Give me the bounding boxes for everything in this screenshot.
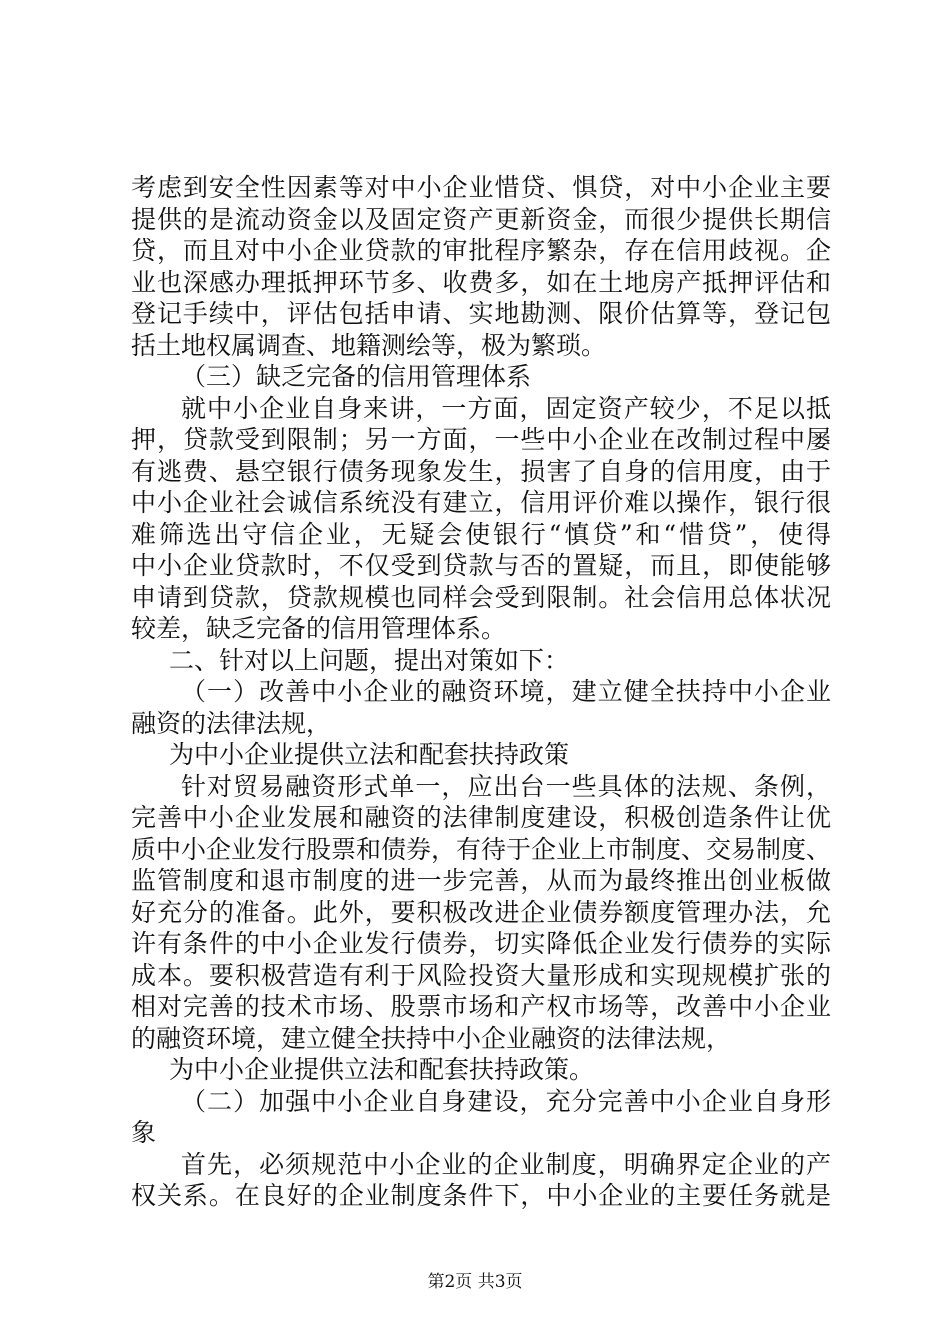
section-heading: 融资的法律法规，: [131, 708, 332, 738]
text-line: 成本。要积极营造有利于风险投资大量形成和实现规模扩张的: [131, 960, 831, 990]
text-line: 提供的是流动资金以及固定资产更新资金，而很少提供长期信: [131, 204, 831, 234]
text-line: 中小企业社会诚信系统没有建立，信用评价难以操作，银行很: [131, 488, 831, 517]
section-heading: （二）加强中小企业自身建设，充分完善中小企业自身形: [181, 1086, 831, 1116]
section-heading: 象: [131, 1118, 157, 1147]
text-line: 贷，而且对中小企业贷款的审批程序繁杂，存在信用歧视。企: [131, 236, 831, 265]
text-line: 考虑到安全性因素等对中小企业惜贷、惧贷，对中小企业主要: [131, 173, 831, 202]
text-line: 完善中小企业发展和融资的法律制度建设，积极创造条件让优: [131, 803, 831, 832]
section-heading: （三）缺乏完备的信用管理体系: [181, 362, 532, 391]
text-line: 难筛选出守信企业，无疑会使银行“慎贷”和“惜贷”，使得: [131, 519, 831, 549]
text-line: 为中小企业提供立法和配套扶持政策。: [169, 1055, 595, 1084]
text-line: 针对贸易融资形式单一，应出台一些具体的法规、条例，: [181, 771, 831, 801]
text-line: 括土地权属调查、地籍测绘等，极为繁琐。: [131, 330, 607, 360]
text-line: 押，贷款受到限制；另一方面，一些中小企业在改制过程中屡: [131, 425, 831, 454]
text-line: 质中小企业发行股票和债券，有待于企业上市制度、交易制度、: [131, 834, 832, 864]
text-line: 监管制度和退市制度的进一步完善，从而为最终推出创业板做: [131, 866, 831, 895]
text-line: 有逃费、悬空银行债务现象发生，损害了自身的信用度，由于: [131, 456, 831, 486]
text-line: 较差，缺乏完备的信用管理体系。: [131, 614, 507, 643]
section-heading: 为中小企业提供立法和配套扶持政策: [169, 740, 570, 769]
text-line: 许有条件的中小企业发行债券，切实降低企业发行债券的实际: [131, 929, 831, 958]
text-line: 相对完善的技术市场、股票市场和产权市场等，改善中小企业: [131, 992, 831, 1021]
text-line: 好充分的准备。此外，要积极改进企业债券额度管理办法，允: [131, 897, 831, 927]
text-line: 的融资环境，建立健全扶持中小企业融资的法律法规，: [131, 1023, 732, 1053]
text-line: 申请到贷款，贷款规模也同样会受到限制。社会信用总体状况: [131, 582, 831, 612]
text-line: 就中小企业自身来讲，一方面，固定资产较少，不足以抵: [181, 393, 831, 423]
section-heading: 二、针对以上问题，提出对策如下：: [169, 645, 570, 675]
text-line: 业也深感办理抵押环节多、收费多，如在土地房产抵押评估和: [131, 267, 831, 297]
page-number-footer: 第2页 共3页: [427, 1272, 523, 1292]
text-line: 登记手续中，评估包括申请、实地勘测、限价估算等，登记包: [131, 299, 831, 328]
text-line: 权关系。在良好的企业制度条件下，中小企业的主要任务就是: [131, 1181, 831, 1210]
document-body: [131, 172, 831, 1212]
text-line: 中小企业贷款时，不仅受到贷款与否的置疑，而且，即使能够: [131, 551, 831, 580]
text-line: 首先，必须规范中小企业的企业制度，明确界定企业的产: [181, 1149, 831, 1179]
section-heading: （一）改善中小企业的融资环境，建立健全扶持中小企业: [181, 677, 831, 706]
